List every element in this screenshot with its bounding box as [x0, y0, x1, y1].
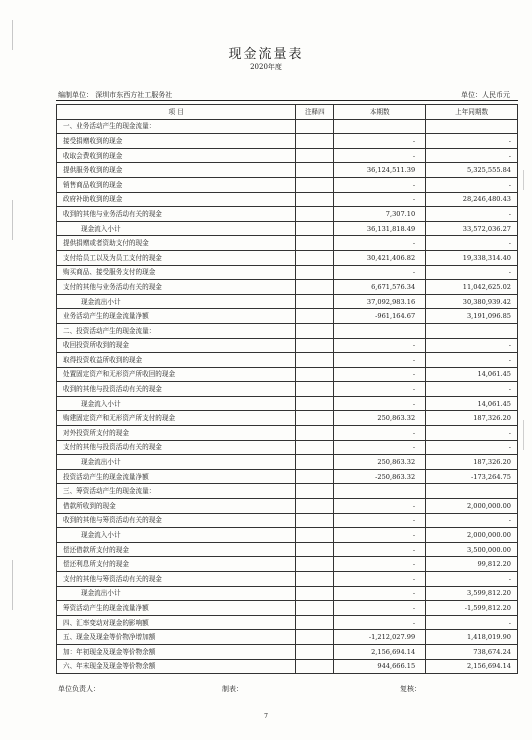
row-prior-value: -: [426, 615, 518, 630]
table-row: [57, 265, 518, 280]
table-row: [57, 615, 518, 630]
row-current-value: [334, 484, 426, 499]
row-label: 提供服务收到的现金: [57, 163, 296, 178]
row-current-value: -: [334, 236, 426, 251]
table-row: [57, 177, 518, 192]
table-header-row: [57, 105, 518, 120]
table-row: [57, 630, 518, 645]
row-label: 现金流入小计: [57, 221, 296, 236]
row-note: [296, 119, 334, 134]
row-current-value: 250,863.32: [334, 455, 426, 470]
row-label: 现金流出小计: [57, 455, 296, 470]
table-row: [57, 542, 518, 557]
table-row: [57, 309, 518, 324]
scan-edge-mark: [523, 170, 524, 190]
row-prior-value: 28,246,480.43: [426, 192, 518, 207]
table-row: [57, 396, 518, 411]
header-current-period: 本期数: [334, 105, 426, 120]
row-note: [296, 396, 334, 411]
row-note: [296, 236, 334, 251]
row-current-value: -: [334, 601, 426, 616]
footer-reviewer: 复核：: [400, 685, 421, 693]
table-body: [57, 119, 518, 674]
row-prior-value: [426, 119, 518, 134]
header-item: 项 目: [57, 105, 296, 120]
row-current-value: -: [334, 513, 426, 528]
row-prior-value: 14,061.45: [426, 367, 518, 382]
row-current-value: -: [334, 134, 426, 149]
row-prior-value: 99,812.20: [426, 557, 518, 572]
row-label: 现金流出小计: [57, 586, 296, 601]
row-prior-value: 187,326.20: [426, 411, 518, 426]
row-note: [296, 644, 334, 659]
row-current-value: -1,212,027.99: [334, 630, 426, 645]
row-label: 支付给员工以及为员工支付的现金: [57, 250, 296, 265]
row-note: [296, 528, 334, 543]
row-note: [296, 630, 334, 645]
row-note: [296, 615, 334, 630]
table-row: [57, 338, 518, 353]
row-label: 取得投资收益所收到的现金: [57, 353, 296, 368]
table-row: [57, 280, 518, 295]
row-note: [296, 426, 334, 441]
row-note: [296, 601, 334, 616]
row-label: 加：年初现金及现金等价物余额: [57, 644, 296, 659]
row-prior-value: 2,156,694.14: [426, 659, 518, 674]
row-label: 收回投资所收到的现金: [57, 338, 296, 353]
table-row: [57, 367, 518, 382]
row-current-value: 944,666.15: [334, 659, 426, 674]
row-note: [296, 207, 334, 222]
table-row: [57, 323, 518, 338]
table-row: [57, 207, 518, 222]
row-label: 处置固定资产和无形资产所收回的现金: [57, 367, 296, 382]
row-label: 二、投资活动产生的现金流量：: [57, 323, 296, 338]
row-current-value: 250,863.32: [334, 411, 426, 426]
row-label: 投资活动产生的现金流量净额: [57, 469, 296, 484]
row-prior-value: -: [426, 148, 518, 163]
table-row: [57, 353, 518, 368]
row-label: 一、业务活动产生的现金流量：: [57, 119, 296, 134]
table-row: [57, 557, 518, 572]
row-prior-value: 187,326.20: [426, 455, 518, 470]
scan-edge-mark: [12, 560, 13, 610]
row-label: 销售商品收到的现金: [57, 177, 296, 192]
table-row: [57, 294, 518, 309]
footer-preparer: 制表：: [222, 685, 243, 693]
table-row: [57, 659, 518, 674]
row-current-value: 30,421,406.82: [334, 250, 426, 265]
row-note: [296, 280, 334, 295]
preparing-organization: 编制单位： 深圳市东西方社工服务社: [58, 91, 173, 99]
row-label: 偿还利息所支付的现金: [57, 557, 296, 572]
row-label: 现金流入小计: [57, 396, 296, 411]
row-prior-value: -: [426, 265, 518, 280]
row-prior-value: 2,000,000.00: [426, 528, 518, 543]
row-current-value: -: [334, 265, 426, 280]
table-row: [57, 382, 518, 397]
row-label: 收到的其他与业务活动有关的现金: [57, 207, 296, 222]
row-current-value: -250,863.32: [334, 469, 426, 484]
row-note: [296, 294, 334, 309]
row-prior-value: -: [426, 382, 518, 397]
row-label: 购买商品、接受服务支付的现金: [57, 265, 296, 280]
row-prior-value: 33,572,036.27: [426, 221, 518, 236]
row-current-value: 36,131,818.49: [334, 221, 426, 236]
row-label: 四、汇率变动对现金的影响额: [57, 615, 296, 630]
row-prior-value: -1,599,812.20: [426, 601, 518, 616]
table-row: [57, 426, 518, 441]
row-current-value: -: [334, 528, 426, 543]
row-current-value: [334, 323, 426, 338]
table-row: [57, 148, 518, 163]
row-prior-value: -: [426, 572, 518, 587]
row-note: [296, 542, 334, 557]
table-row: [57, 134, 518, 149]
currency-unit: 单位：人民币元: [461, 91, 510, 99]
cash-flow-table: [56, 104, 518, 674]
row-note: [296, 411, 334, 426]
row-note: [296, 265, 334, 280]
row-prior-value: -: [426, 513, 518, 528]
table-row: [57, 250, 518, 265]
table-row: [57, 440, 518, 455]
row-note: [296, 586, 334, 601]
row-current-value: -: [334, 338, 426, 353]
scan-edge-mark: [12, 200, 13, 240]
row-note: [296, 323, 334, 338]
row-prior-value: -173,264.75: [426, 469, 518, 484]
row-note: [296, 221, 334, 236]
table-row: [57, 119, 518, 134]
row-label: 收取会费收到的现金: [57, 148, 296, 163]
row-current-value: -: [334, 367, 426, 382]
header-note: 注释四: [296, 105, 334, 120]
row-note: [296, 572, 334, 587]
row-current-value: -: [334, 499, 426, 514]
row-note: [296, 484, 334, 499]
table-row: [57, 163, 518, 178]
row-label: 偿还借款所支付的现金: [57, 542, 296, 557]
row-prior-value: 3,500,000.00: [426, 542, 518, 557]
document-title: 现金流量表: [228, 47, 304, 62]
row-prior-value: 19,338,314.40: [426, 250, 518, 265]
row-label: 支付的其他与业务活动有关的现金: [57, 280, 296, 295]
table-row: [57, 499, 518, 514]
row-note: [296, 163, 334, 178]
row-prior-value: -: [426, 134, 518, 149]
row-label: 现金流入小计: [57, 528, 296, 543]
row-current-value: [334, 119, 426, 134]
table-row: [57, 572, 518, 587]
row-prior-value: 738,674.24: [426, 644, 518, 659]
row-label: 收到的其他与投资活动有关的现金: [57, 382, 296, 397]
row-current-value: 6,671,576.34: [334, 280, 426, 295]
row-current-value: -: [334, 557, 426, 572]
row-note: [296, 353, 334, 368]
row-current-value: 2,156,694.14: [334, 644, 426, 659]
row-label: 六、年末现金及现金等价物余额: [57, 659, 296, 674]
row-note: [296, 177, 334, 192]
row-label: 提供捐赠或者资助支付的现金: [57, 236, 296, 251]
row-current-value: -961,164.67: [334, 309, 426, 324]
row-note: [296, 440, 334, 455]
row-prior-value: -: [426, 338, 518, 353]
row-note: [296, 557, 334, 572]
table-row: [57, 484, 518, 499]
row-prior-value: 14,061.45: [426, 396, 518, 411]
row-note: [296, 148, 334, 163]
row-prior-value: 3,191,096.85: [426, 309, 518, 324]
row-note: [296, 192, 334, 207]
table-row: [57, 601, 518, 616]
row-label: 收到的其他与筹资活动有关的现金: [57, 513, 296, 528]
row-label: 现金流出小计: [57, 294, 296, 309]
row-current-value: -: [334, 586, 426, 601]
row-label: 对外投资所支付的现金: [57, 426, 296, 441]
scan-edge-mark: [523, 420, 524, 450]
row-current-value: -: [334, 177, 426, 192]
table-row: [57, 528, 518, 543]
row-note: [296, 455, 334, 470]
row-note: [296, 469, 334, 484]
row-prior-value: -: [426, 353, 518, 368]
header-prior-period: 上年同期数: [426, 105, 518, 120]
row-note: [296, 513, 334, 528]
row-current-value: -: [334, 615, 426, 630]
row-prior-value: -: [426, 207, 518, 222]
row-current-value: -: [334, 440, 426, 455]
row-prior-value: 3,599,812.20: [426, 586, 518, 601]
row-prior-value: -: [426, 426, 518, 441]
row-note: [296, 499, 334, 514]
row-label: 筹资活动产生的现金流量净额: [57, 601, 296, 616]
report-year: 2020年度: [250, 63, 282, 71]
table-row: [57, 236, 518, 251]
row-prior-value: 1,418,019.90: [426, 630, 518, 645]
row-note: [296, 367, 334, 382]
row-label: 政府补助收到的现金: [57, 192, 296, 207]
footer-unit-head: 单位负责人：: [58, 685, 100, 693]
row-prior-value: 5,325,555.84: [426, 163, 518, 178]
row-current-value: 7,307.10: [334, 207, 426, 222]
row-note: [296, 134, 334, 149]
table-row: [57, 586, 518, 601]
row-label: 接受捐赠收到的现金: [57, 134, 296, 149]
row-current-value: -: [334, 382, 426, 397]
table-row: [57, 644, 518, 659]
top-rule: [56, 100, 518, 101]
row-label: 购建固定资产和无形资产所支付的现金: [57, 411, 296, 426]
row-label: 借款所收到的现金: [57, 499, 296, 514]
row-current-value: 36,124,511.39: [334, 163, 426, 178]
row-current-value: -: [334, 426, 426, 441]
row-label: 支付的其他与筹资活动有关的现金: [57, 572, 296, 587]
row-note: [296, 659, 334, 674]
row-note: [296, 250, 334, 265]
table-row: [57, 192, 518, 207]
row-current-value: -: [334, 192, 426, 207]
row-prior-value: -: [426, 236, 518, 251]
table-row: [57, 513, 518, 528]
row-current-value: -: [334, 148, 426, 163]
row-prior-value: 11,042,625.02: [426, 280, 518, 295]
row-note: [296, 309, 334, 324]
row-label: 五、现金及现金等价物净增加额: [57, 630, 296, 645]
table-row: [57, 455, 518, 470]
table-row: [57, 469, 518, 484]
row-label: 支付的其他与投资活动有关的现金: [57, 440, 296, 455]
row-label: 业务活动产生的现金流量净额: [57, 309, 296, 324]
row-prior-value: -: [426, 440, 518, 455]
table-row: [57, 221, 518, 236]
row-prior-value: -: [426, 177, 518, 192]
row-current-value: -: [334, 542, 426, 557]
row-current-value: 37,092,983.16: [334, 294, 426, 309]
row-prior-value: [426, 323, 518, 338]
row-prior-value: 30,380,939.42: [426, 294, 518, 309]
row-prior-value: [426, 484, 518, 499]
row-current-value: -: [334, 572, 426, 587]
row-current-value: -: [334, 353, 426, 368]
row-label: 三、筹资活动产生的现金流量：: [57, 484, 296, 499]
row-prior-value: 2,000,000.00: [426, 499, 518, 514]
row-current-value: -: [334, 396, 426, 411]
page-number: 7: [264, 713, 268, 720]
row-note: [296, 382, 334, 397]
table-row: [57, 411, 518, 426]
row-note: [296, 338, 334, 353]
